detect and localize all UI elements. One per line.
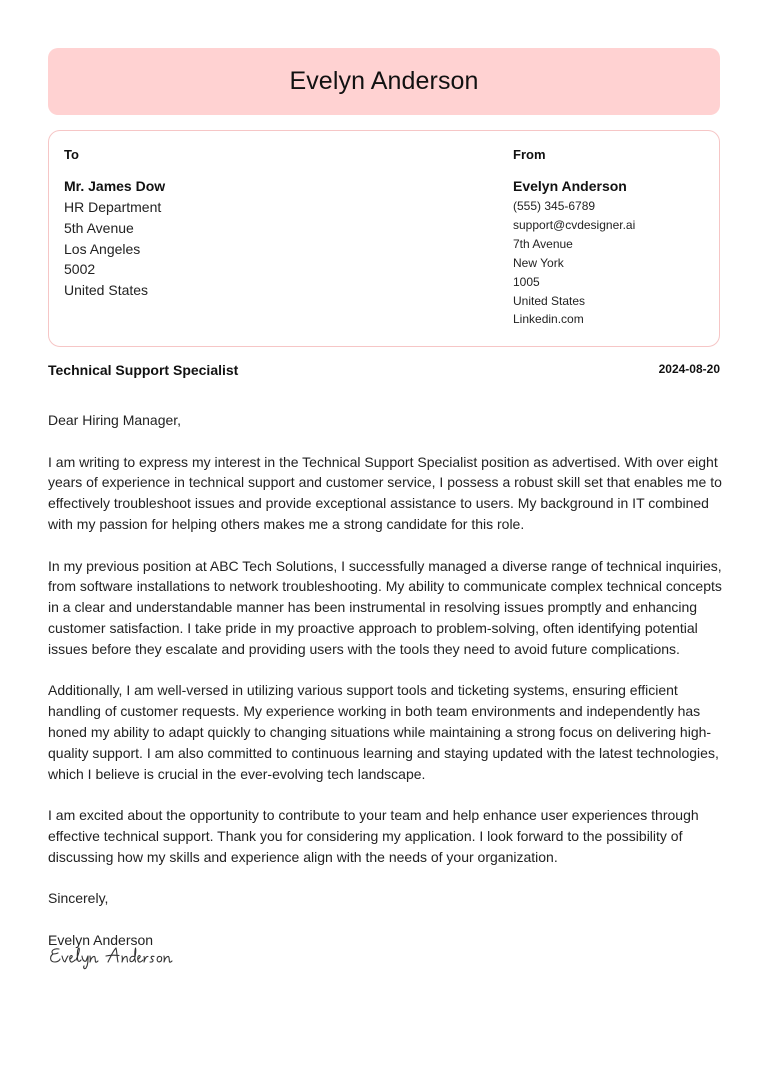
sender-column [513, 147, 635, 329]
sender-postcode: 1005 [513, 274, 540, 289]
body-paragraph: I am excited about the opportunity to contribute to your team and help enhance user experiences through effective technical support. Thank you for considering my application. I look forward to the possibility of discussing how my skills and experience align with the needs of your organization. [48, 807, 699, 865]
closing: Sincerely, [48, 890, 109, 907]
sender-city: New York [513, 255, 564, 270]
candidate-name: Evelyn Anderson [289, 67, 479, 95]
salutation: Dear Hiring Manager, [48, 412, 182, 428]
recipient-name: Mr. James Dow [64, 178, 166, 194]
recipient-label: To [64, 147, 79, 162]
recipient-street: 5th Avenue [64, 219, 134, 236]
letter-date: 2024-08-20 [658, 362, 720, 376]
sender-country: United States [513, 293, 586, 308]
header-banner [48, 48, 720, 115]
sender-email: support@cvdesigner.ai [513, 217, 636, 232]
recipient-department: HR Department [64, 199, 162, 215]
recipient-city: Los Angeles [64, 240, 141, 257]
letter-body [48, 410, 724, 972]
sender-linkedin: Linkedin.com [513, 312, 584, 327]
recipient-country: United States [64, 282, 149, 299]
address-block [48, 130, 720, 347]
body-paragraph: Additionally, I am well-versed in utilizing various support tools and ticketing systems, ensuring efficient handling of customer requests. My experience working in both team environments and independently has honed my ability to adapt quickly to changing situations while maintaining a strong focus on delivering high-quality support. I am also committed to continuous learning and staying updated with the latest technologies, which I believe is crucial in the ever-evolving tech landscape. [48, 682, 719, 782]
job-title: Technical Support Specialist [48, 362, 239, 378]
recipient-column [64, 147, 165, 301]
body-paragraph: I am writing to express my interest in the Technical Support Specialist position as advertised. With over eight years of experience in technical support and customer service, I possess a robust skill set that enables me to effectively troubleshoot issues and provide exceptional assistance to users. My background in IT combined with my passion for helping others makes me a strong candidate for this role. [48, 453, 722, 532]
body-paragraph: In my previous position at ABC Tech Solutions, I successfully managed a diverse range of technical inquiries, from software installations to network troubleshooting. My ability to communicate complex technical concepts in a clear and understandable manner has been instrumental in resolving issues promptly and enhancing customer satisfaction. I take pride in my proactive approach to problem-solving, often identifying potential issues before they escalate and providing users with the tools they need to avoid future complications. [48, 557, 722, 657]
signoff-name: Evelyn Anderson [48, 931, 154, 948]
sender-label: From [513, 147, 546, 162]
handwritten-signature [48, 944, 228, 970]
sender-name: Evelyn Anderson [513, 178, 627, 194]
sender-street: 7th Avenue [513, 236, 573, 251]
recipient-postcode: 5002 [64, 261, 96, 278]
sender-phone: (555) 345-6789 [513, 199, 596, 213]
